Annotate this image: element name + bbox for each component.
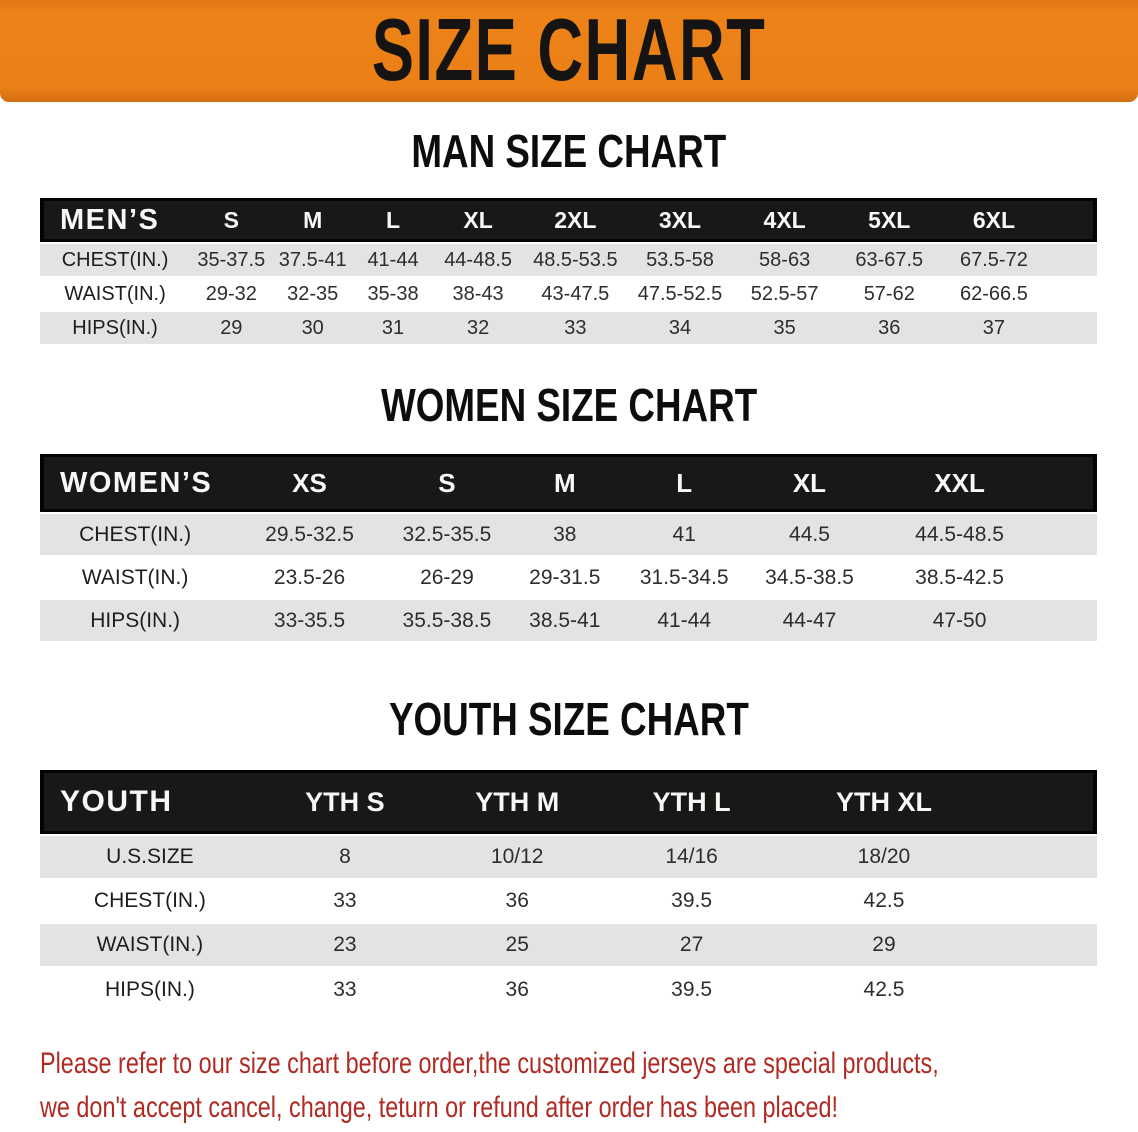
size-value-cell: 35-38 (353, 278, 433, 310)
size-header-cell (989, 770, 1097, 834)
size-value-cell (1046, 244, 1097, 276)
size-value-cell (1044, 514, 1097, 555)
size-value-cell: 47-50 (875, 600, 1044, 641)
size-header-cell: M (505, 454, 624, 512)
size-header-cell: S (190, 198, 272, 242)
size-value-cell: 38 (505, 514, 624, 555)
size-value-cell: 42.5 (779, 880, 989, 922)
size-value-cell: 38.5-42.5 (875, 557, 1044, 598)
banner-title: SIZE CHART (371, 0, 767, 99)
size-value-cell: 23.5-26 (230, 557, 389, 598)
size-value-cell: 33 (260, 968, 430, 1012)
row-label-cell: WAIST(IN.) (40, 557, 230, 598)
size-header-cell: XL (744, 454, 875, 512)
size-value-cell: 33-35.5 (230, 600, 389, 641)
women-size-table (40, 452, 1097, 643)
size-value-cell: 44-47 (744, 600, 875, 641)
table-row (40, 600, 1097, 641)
size-header-cell: YTH L (604, 770, 778, 834)
women-section-heading-text: WOMEN SIZE CHART (380, 379, 758, 431)
size-value-cell: 44.5-48.5 (875, 514, 1044, 555)
size-value-cell: 63-67.5 (837, 244, 942, 276)
size-value-cell: 52.5-57 (732, 278, 837, 310)
disclaimer (40, 1042, 1138, 1130)
youth-size-table (40, 768, 1097, 1014)
men-section-heading-text: MAN SIZE CHART (411, 125, 727, 177)
size-header-cell: YTH XL (779, 770, 989, 834)
size-value-cell: 8 (260, 836, 430, 878)
size-value-cell: 29 (779, 924, 989, 966)
row-label-cell: WAIST(IN.) (40, 924, 260, 966)
size-value-cell: 29-31.5 (505, 557, 624, 598)
table-row (40, 968, 1097, 1012)
row-label-cell: CHEST(IN.) (40, 244, 190, 276)
table-header-row (40, 770, 1097, 834)
size-header-cell: M (273, 198, 353, 242)
table-header-row (40, 198, 1097, 242)
size-value-cell: 29 (190, 312, 272, 344)
size-header-cell: 3XL (628, 198, 733, 242)
table-title-cell: MEN’S (40, 198, 190, 242)
size-value-cell: 41 (625, 514, 744, 555)
size-value-cell: 39.5 (604, 968, 778, 1012)
disclaimer-line-2: we don't accept cancel, change, teturn or refund after order has been placed! (40, 1091, 838, 1124)
size-value-cell: 36 (837, 312, 942, 344)
banner (0, 0, 1138, 102)
size-value-cell: 41-44 (625, 600, 744, 641)
size-value-cell: 35.5-38.5 (389, 600, 505, 641)
size-value-cell: 36 (430, 968, 604, 1012)
size-header-cell: L (353, 198, 433, 242)
size-value-cell: 57-62 (837, 278, 942, 310)
size-header-cell: L (625, 454, 744, 512)
size-value-cell: 27 (604, 924, 778, 966)
size-header-cell: XL (433, 198, 523, 242)
row-label-cell: U.S.SIZE (40, 836, 260, 878)
size-value-cell: 38.5-41 (505, 600, 624, 641)
men-section-heading (0, 125, 1138, 177)
row-label-cell: CHEST(IN.) (40, 880, 260, 922)
size-value-cell: 32 (433, 312, 523, 344)
size-value-cell: 62-66.5 (942, 278, 1047, 310)
size-value-cell: 33 (260, 880, 430, 922)
size-value-cell: 67.5-72 (942, 244, 1047, 276)
row-label-cell: WAIST(IN.) (40, 278, 190, 310)
disclaimer-line-1: Please refer to our size chart before order,the customized jerseys are special products, (40, 1047, 939, 1080)
size-value-cell: 23 (260, 924, 430, 966)
size-value-cell (989, 924, 1097, 966)
table-title-cell: YOUTH (40, 770, 260, 834)
size-value-cell: 33 (523, 312, 628, 344)
size-header-cell: XXL (875, 454, 1044, 512)
size-header-cell: 4XL (732, 198, 837, 242)
size-value-cell: 34.5-38.5 (744, 557, 875, 598)
size-value-cell: 36 (430, 880, 604, 922)
size-value-cell: 31.5-34.5 (625, 557, 744, 598)
size-value-cell: 34 (628, 312, 733, 344)
size-header-cell: YTH M (430, 770, 604, 834)
size-value-cell: 32-35 (273, 278, 353, 310)
size-value-cell (989, 836, 1097, 878)
size-header-cell (1046, 198, 1097, 242)
size-value-cell (1046, 278, 1097, 310)
size-value-cell (1046, 312, 1097, 344)
table-header-row (40, 454, 1097, 512)
table-row (40, 924, 1097, 966)
size-value-cell: 39.5 (604, 880, 778, 922)
size-value-cell: 35-37.5 (190, 244, 272, 276)
row-label-cell: CHEST(IN.) (40, 514, 230, 555)
size-value-cell: 44.5 (744, 514, 875, 555)
size-header-cell: XS (230, 454, 389, 512)
men-size-section (0, 125, 1138, 346)
size-value-cell: 30 (273, 312, 353, 344)
size-value-cell: 38-43 (433, 278, 523, 310)
table-row (40, 880, 1097, 922)
men-size-table (40, 196, 1097, 346)
size-value-cell: 18/20 (779, 836, 989, 878)
size-value-cell: 31 (353, 312, 433, 344)
size-header-cell (1044, 454, 1097, 512)
size-value-cell: 32.5-35.5 (389, 514, 505, 555)
table-row (40, 244, 1097, 276)
size-value-cell: 47.5-52.5 (628, 278, 733, 310)
size-value-cell: 10/12 (430, 836, 604, 878)
table-row (40, 557, 1097, 598)
size-header-cell: YTH S (260, 770, 430, 834)
size-value-cell: 35 (732, 312, 837, 344)
size-value-cell: 29.5-32.5 (230, 514, 389, 555)
table-row (40, 278, 1097, 310)
youth-section-heading (0, 693, 1138, 745)
table-row (40, 514, 1097, 555)
size-value-cell: 37.5-41 (273, 244, 353, 276)
size-value-cell: 53.5-58 (628, 244, 733, 276)
size-value-cell (1044, 600, 1097, 641)
size-value-cell: 37 (942, 312, 1047, 344)
size-value-cell: 29-32 (190, 278, 272, 310)
row-label-cell: HIPS(IN.) (40, 600, 230, 641)
size-header-cell: 5XL (837, 198, 942, 242)
size-value-cell (989, 968, 1097, 1012)
size-value-cell: 42.5 (779, 968, 989, 1012)
size-header-cell: 2XL (523, 198, 628, 242)
size-header-cell: S (389, 454, 505, 512)
table-row (40, 312, 1097, 344)
size-value-cell: 26-29 (389, 557, 505, 598)
size-value-cell: 41-44 (353, 244, 433, 276)
row-label-cell: HIPS(IN.) (40, 312, 190, 344)
row-label-cell: HIPS(IN.) (40, 968, 260, 1012)
youth-size-section (0, 693, 1138, 1014)
size-value-cell: 25 (430, 924, 604, 966)
size-value-cell: 43-47.5 (523, 278, 628, 310)
table-row (40, 836, 1097, 878)
size-value-cell: 58-63 (732, 244, 837, 276)
women-section-heading (0, 379, 1138, 431)
women-size-section (0, 379, 1138, 643)
size-value-cell (1044, 557, 1097, 598)
youth-section-heading-text: YOUTH SIZE CHART (389, 693, 749, 745)
size-value-cell: 14/16 (604, 836, 778, 878)
size-value-cell: 44-48.5 (433, 244, 523, 276)
size-value-cell (989, 880, 1097, 922)
size-value-cell: 48.5-53.5 (523, 244, 628, 276)
size-header-cell: 6XL (942, 198, 1047, 242)
table-title-cell: WOMEN’S (40, 454, 230, 512)
